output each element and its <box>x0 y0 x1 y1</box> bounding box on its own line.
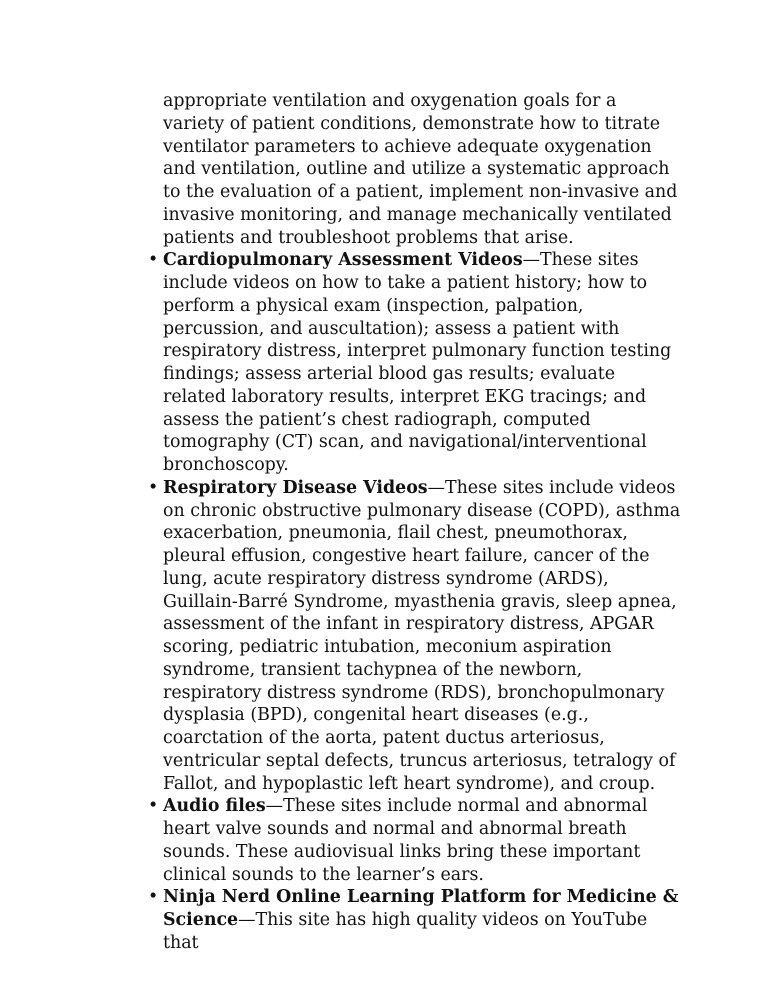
list-item-cardiopulmonary-assessment-videos <box>142 249 682 477</box>
list-item-text: —These sites include normal and abnormal heart valve sounds and normal and abnormal breath sounds. These audiovisual links bring these important clinical sounds to the learner’s ears. <box>163 796 648 885</box>
list-item-text: —These sites include videos on how to take a patient history; how to perform a physical exam (inspection, palpation, percussion, and auscultation); assess a patient with respiratory distress, interpret pulmonary function testing findings; assess arterial blood gas results; evaluate related laboratory results, interpret EKG tracings; and assess the patient’s chest radiograph, computed tomography (CT) scan, and navigational/interventional bronchoscopy. <box>163 250 672 475</box>
list-item-audio-files <box>142 795 682 886</box>
list-item-text: —This site has high quality videos on YouTube that <box>163 910 648 953</box>
page-content <box>142 90 682 955</box>
list-item-text: —These sites include videos on chronic obstructive pulmonary disease (COPD), asthma exacerbation, pneumonia, flail chest, pneumothorax, pleural effusion, congestive heart failure, cancer of the lung, acute respiratory distress syndrome (ARDS), Guillain-Barré Syndrome, myasthenia gravis, sleep apnea, assessment of the infant in respiratory distress, APGAR scoring, pediatric intubation, meconium aspiration syndrome, transient tachypnea of the newborn, respiratory distress syndrome (RDS), bronchopulmonary dysplasia (BPD), congenital heart diseases (e.g., coarctation of the aorta, patent ductus arteriosus, ventricular septal defects, truncus arteriosus, tetralogy of Fallot, and hypoplastic left heart syndrome), and croup. <box>163 477 681 794</box>
bullet-icon: • <box>148 477 159 498</box>
list-item-term: Respiratory Disease Videos <box>163 477 428 498</box>
list-item-term: Cardiopulmonary Assessment Videos <box>163 250 523 271</box>
list-item-term: Ninja Nerd Online Learning Platform for Medicine & Science <box>163 887 679 930</box>
list-item-respiratory-disease-videos <box>142 477 682 796</box>
bullet-icon: • <box>148 796 159 817</box>
continuation-paragraph: appropriate ventilation and oxygenation goals for a variety of patient conditions, demonstrate how to titrate ventilator parameters to achieve adequate oxygenation and ventilation, outline and utilize a systematic approach to the evaluation of a patient, implement non-invasive and invasive monitoring, and manage mechanically ventilated patients and troubleshoot problems that arise. <box>163 91 678 248</box>
bullet-icon: • <box>148 250 159 271</box>
list-item-ninja-nerd <box>142 886 682 954</box>
bullet-icon: • <box>148 887 159 908</box>
list-item-term: Audio files <box>163 796 266 817</box>
